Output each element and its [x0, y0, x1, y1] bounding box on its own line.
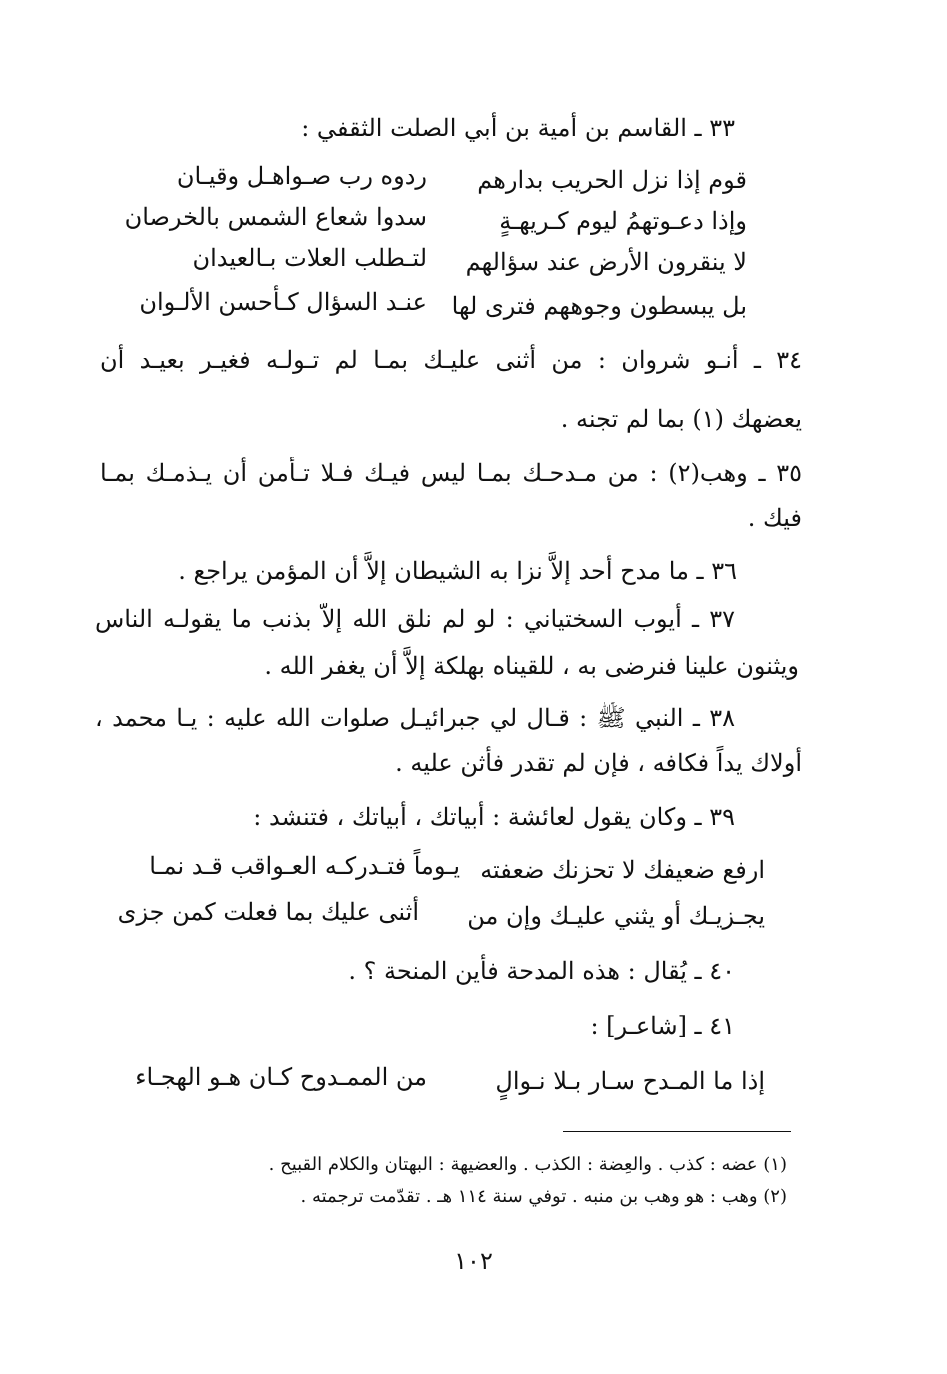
footnote-1: (١) عضه : كذب . والعِضة : الكذب . والعضيهة : البهتان والكلام القبيح .: [268, 1154, 787, 1175]
poem1-verse-4-first-hemistich: بل يبسطون وجوههم فترى لها: [451, 292, 747, 320]
entry-34-line-1: ٣٤ ـ أنـو شروان : من أثنى عليـك بمـا لم تـولـه فغيـر بعيـد أن: [100, 346, 802, 374]
entry-35-line-2: فيك .: [747, 504, 802, 532]
poem1-verse-3-first-hemistich: لا ينقرون الأرض عند سؤالهم: [465, 248, 747, 276]
poem1-verse-2-second-hemistich: سدوا شعاع الشمس بالخرصان: [124, 203, 427, 231]
entry-39-heading: ٣٩ ـ وكان يقول لعائشة : أبياتك ، أبياتك ، فتنشد :: [253, 803, 735, 831]
entry-40: ٤٠ ـ يُقال : هذه المدحة فأين المنحة ؟ .: [348, 957, 735, 985]
entry-41-heading: ٤١ ـ [شاعـر] :: [590, 1012, 735, 1040]
poem2-verse-2-second-hemistich: أثنى عليك بما فعلت كمن جزى: [117, 898, 419, 926]
footnote-separator: [563, 1131, 791, 1132]
footnote-2: (٢) وهب : هو وهب بن منبه . توفي سنة ١١٤ هـ . تقدّمت ترجمته .: [300, 1186, 787, 1207]
poem1-verse-1-first-hemistich: قوم إذا نزل الحريب بدارهم: [477, 166, 747, 194]
poem3-verse-1-second-hemistich: من الممـدوح كـان هـو الهجـاء: [135, 1063, 427, 1091]
entry-37-line-1: ٣٧ ـ أيوب السختياني : لو لم نلق الله إلاَّ بذنب ما يقولـه الناس: [95, 605, 735, 633]
poem3-verse-1-first-hemistich: إذا ما المـدح سـار بـلا نـوالٍ: [495, 1067, 765, 1095]
entry-34-line-2: يعضهك (١) بما لم تجنه .: [560, 405, 802, 433]
entry-38-line-2: أولاك يداً فكافه ، فإن لم تقدر فأثن عليه .: [395, 749, 802, 777]
entry-35-line-1: ٣٥ ـ وهب(٢) : من مـدحـك بمـا ليس فيـك فـلا تـأمن أن يـذمـك بمـا: [100, 459, 802, 487]
poem2-verse-1-first-hemistich: ارفع ضعيفك لا تحزنك ضعفته: [480, 856, 765, 884]
poem1-verse-2-first-hemistich: وإذا دعـوتهمُ ليوم كـريهـةٍ: [499, 207, 747, 235]
poem1-verse-1-second-hemistich: ردوه رب صـواهـل وقيـان: [176, 162, 427, 190]
entry-36: ٣٦ ـ ما مدح أحد إلاَّ نزا به الشيطان إلاَّ أن المؤمن يراجع .: [178, 557, 737, 585]
poem2-verse-1-second-hemistich: يـوماً فتـدركـه العـواقب قـد نمـا: [149, 852, 460, 880]
entry-33-heading: ٣٣ ـ القاسم بن أمية بن أبي الصلت الثقفي :: [301, 114, 735, 142]
entry-37-line-2: ويثنون علينا فنرضى به ، للقيناه بهلكة إلاَّ أن يغفر الله .: [264, 652, 799, 680]
poem2-verse-2-first-hemistich: يجـزيـك أو يثني عليـك وإن من: [467, 902, 765, 930]
poem1-verse-4-second-hemistich: عنـد السؤال كـأحسن الألـوان: [139, 288, 427, 316]
page-number: ١٠٢: [454, 1247, 493, 1275]
poem1-verse-3-second-hemistich: لتـطلب العلات بـالعيدان: [192, 244, 427, 272]
entry-38-line-1: ٣٨ ـ النبي ﷺ : قـال لي جبرائيـل صلوات الله عليه : يـا محمد ،: [95, 704, 735, 732]
